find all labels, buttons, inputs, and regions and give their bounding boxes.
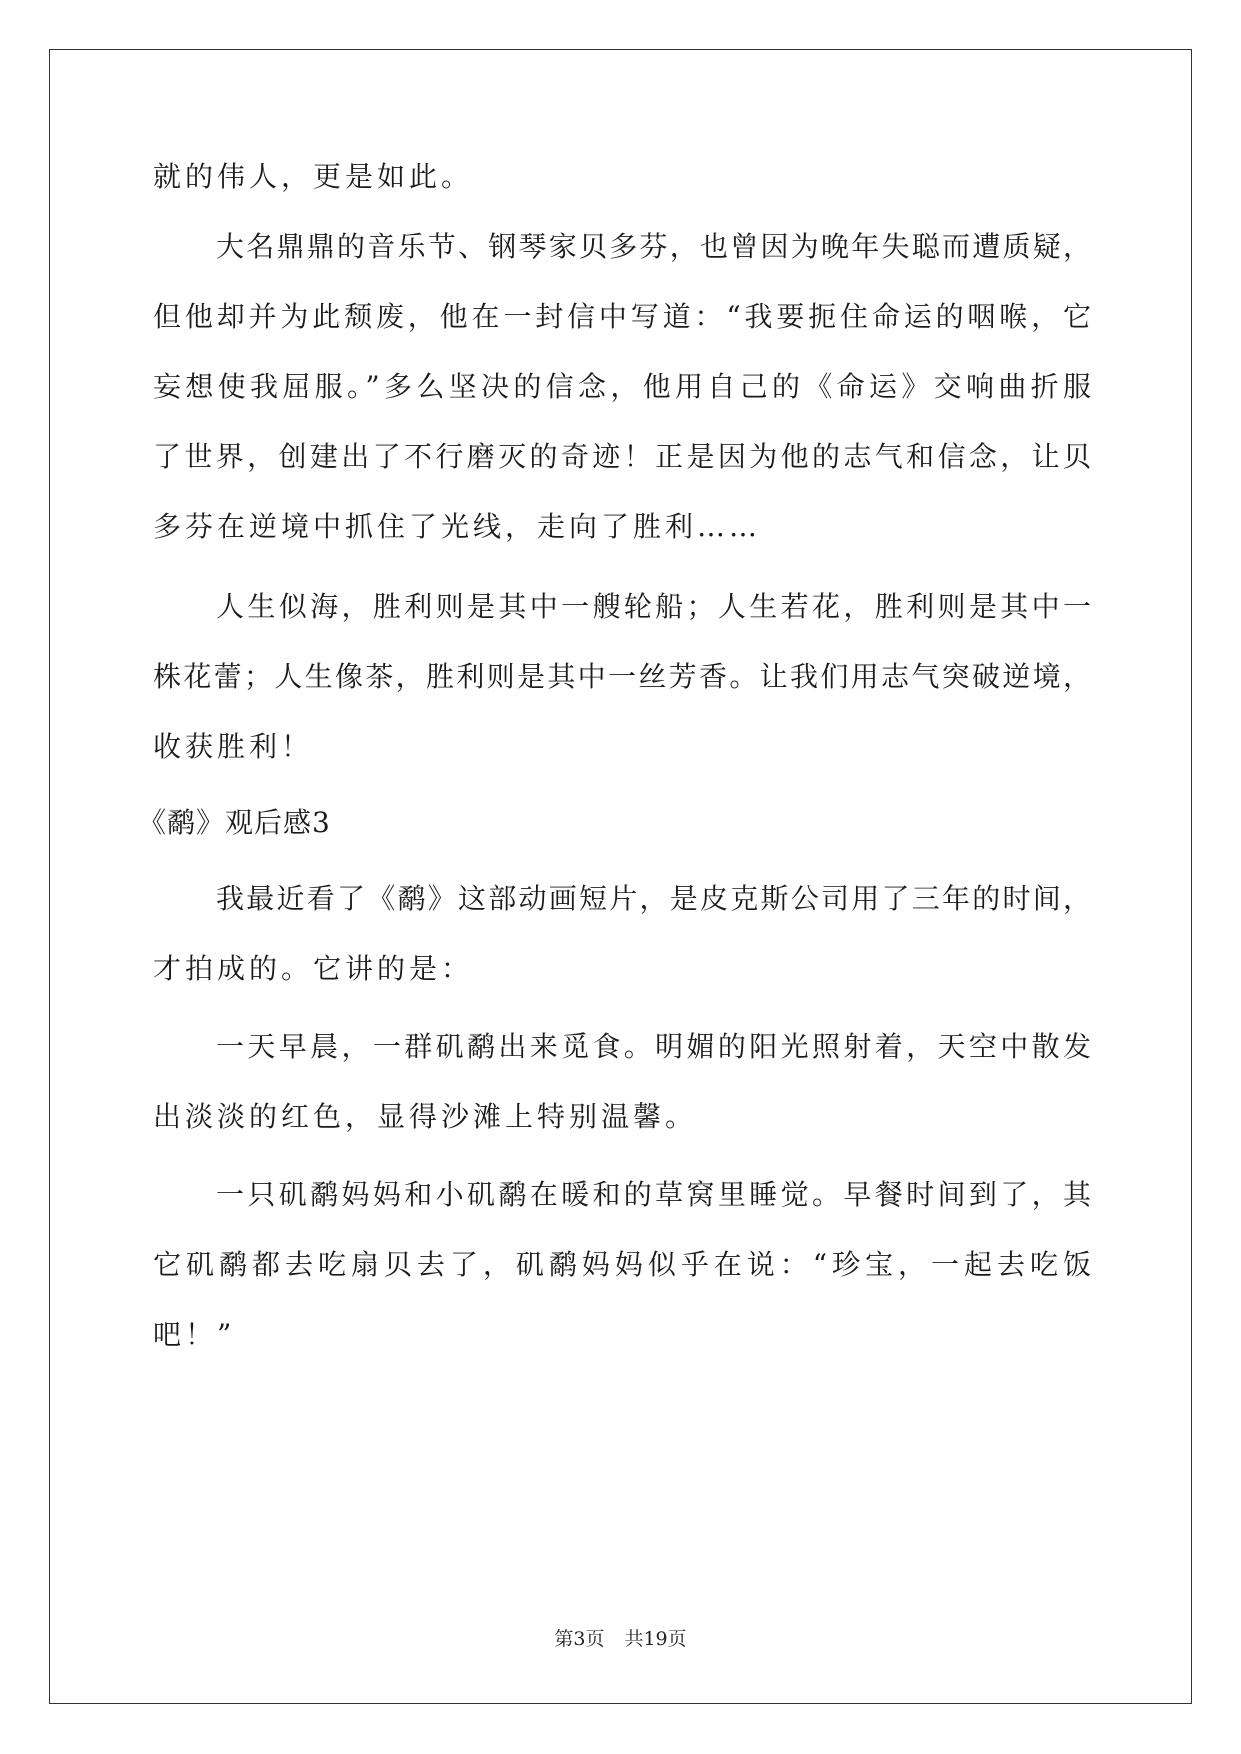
paragraph-first-line: 一天早晨，一群矶鹬出来觅食。明媚的阳光照射着，天空中散发 [216,1030,1091,1063]
text-line: 收获胜利！ [153,730,314,763]
text-line: 出淡淡的红色，显得沙滩上特别温馨。 [153,1100,698,1133]
text-line: 多芬在逆境中抓住了光线，走向了胜利…… [153,510,762,543]
paragraph-first-line: 一只矶鹬妈妈和小矶鹬在暖和的草窝里睡觉。早餐时间到了，其 [216,1178,1091,1211]
page-number: 第3页 [554,1628,605,1650]
paragraph-first-line: 我最近看了《鹬》这部动画短片，是皮克斯公司用了三年的时间， [216,882,1091,915]
paragraph-first-line: 大名鼎鼎的音乐节、钢琴家贝多芬，也曾因为晚年失聪而遭质疑， [216,230,1091,263]
paragraph-first-line: 人生似海，胜利则是其中一艘轮船；人生若花，胜利则是其中一 [216,590,1091,623]
text-line: 才拍成的。它讲的是： [153,952,474,985]
text-line: 就的伟人，更是如此。 [153,160,474,193]
page-footer [0,1627,1241,1651]
text-line: 但他却并为此颓废，他在一封信中写道：“我要扼住命运的咽喉，它 [153,300,1091,333]
text-line: 了世界，创建出了不行磨灭的奇迹！正是因为他的志气和信念，让贝 [153,440,1091,473]
text-line: 吧！” [153,1318,236,1351]
text-line: 妄想使我屈服。”多么坚决的信念，他用自己的《命运》交响曲折服 [153,370,1091,403]
page-total: 共19页 [624,1628,687,1650]
text-line: 它矶鹬都去吃扇贝去了，矶鹬妈妈似乎在说：“珍宝，一起去吃饭 [153,1248,1091,1281]
section-heading: 《鹬》观后感3 [138,806,331,839]
text-line: 株花蕾；人生像茶，胜利则是其中一丝芳香。让我们用志气突破逆境， [153,660,1091,693]
